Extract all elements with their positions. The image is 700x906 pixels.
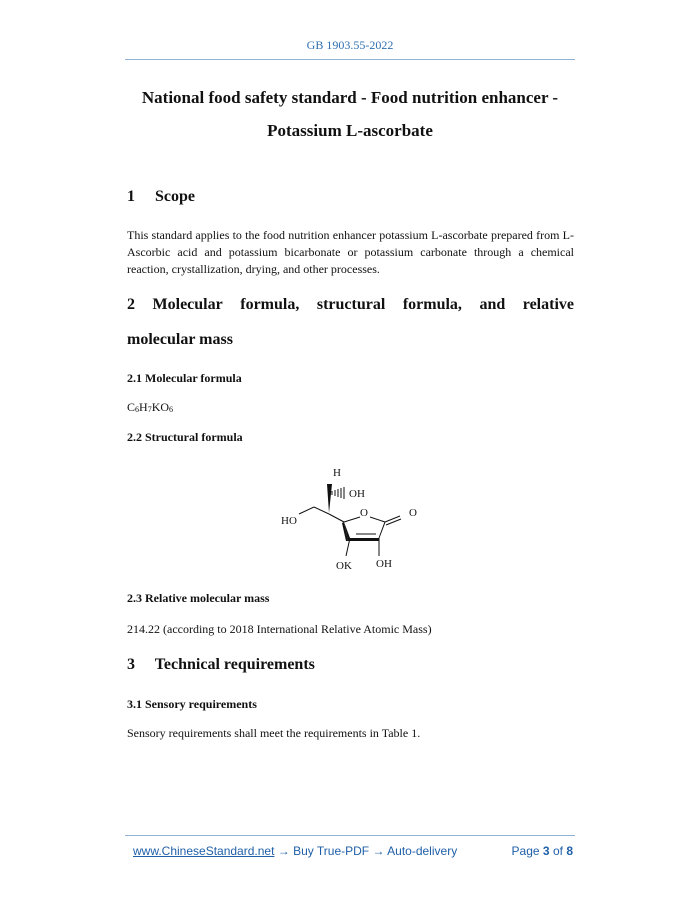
page-current: 3	[542, 844, 550, 858]
bond-ring-c4-o	[344, 517, 360, 522]
section-2-title-word: structural	[316, 296, 386, 313]
formula-oxygen-count: 6	[169, 405, 174, 414]
page-total: 8	[566, 844, 573, 858]
page-label: Page	[511, 844, 540, 858]
formula-carbon: C	[127, 400, 136, 414]
atom-label-ring-oxygen: O	[360, 507, 368, 519]
bond-ring-o-c1	[370, 517, 385, 522]
header-divider	[125, 59, 575, 60]
ring-bold-bottom-edge	[344, 522, 379, 541]
atom-label-h: H	[333, 467, 341, 479]
section-1-number: 1	[127, 188, 135, 205]
auto-delivery-label: Auto-delivery	[387, 844, 458, 858]
sensory-requirements-paragraph: Sensory requirements shall meet the requirements in Table 1.	[127, 726, 421, 740]
atom-label-ho: HO	[281, 515, 297, 527]
wedge-bond-h	[327, 484, 332, 513]
site-link[interactable]: www.ChineseStandard.net	[133, 844, 275, 858]
arrow-icon: →	[277, 844, 290, 858]
subsection-3-1-heading: 3.1 Sensory requirements	[127, 697, 257, 711]
bond-ring-c1-c2	[379, 522, 385, 538]
section-2-heading	[127, 296, 574, 314]
bond-carbonyl-2	[386, 519, 401, 525]
footer-bar	[133, 844, 573, 858]
hash-bond-oh	[332, 487, 344, 499]
section-2-title-word: formula,	[240, 296, 300, 313]
atom-label-oh-bottom: OH	[376, 558, 392, 570]
atom-label-oh-top: OH	[349, 488, 365, 500]
footer-divider	[125, 835, 575, 836]
formula-potassium-oxygen: KO	[151, 400, 170, 414]
bond-carbonyl-1	[385, 516, 400, 522]
section-1-heading	[127, 188, 195, 206]
formula-hydrogen: H	[139, 400, 148, 414]
section-3-number: 3	[127, 656, 135, 673]
section-2-title-word: relative	[522, 296, 574, 313]
section-1-title: Scope	[155, 188, 195, 205]
document-title-line-2: Potassium L-ascorbate	[267, 121, 433, 140]
subsection-2-2-heading: 2.2 Structural formula	[127, 430, 243, 444]
subsection-2-3-heading: 2.3 Relative molecular mass	[127, 591, 270, 605]
document-title-line-1: National food safety standard - Food nutrition enhancer -	[141, 88, 559, 107]
page-of-label: of	[552, 844, 563, 858]
molecular-mass-value: 214.22 (according to 2018 International Relative Atomic Mass)	[127, 622, 432, 636]
atom-label-carbonyl-oxygen: O	[409, 507, 417, 519]
formula-hydrogen-count: 7	[147, 405, 152, 414]
formula-carbon-count: 6	[135, 405, 140, 414]
section-3-title: Technical requirements	[154, 656, 315, 673]
section-2-title-word: formula,	[402, 296, 462, 313]
page-indicator	[512, 844, 573, 858]
section-3-heading	[127, 656, 315, 674]
section-2-title-word: and	[479, 296, 506, 313]
atom-label-ok: OK	[336, 560, 352, 572]
molecular-formula	[127, 400, 173, 415]
scope-paragraph: This standard applies to the food nutrition enhancer potassium L-ascorbate prepared from L-Ascorbic acid and potassium bicarbonate or potassium carbonate through a chemical reaction, crystallization, drying, and other processes.	[127, 228, 574, 276]
header-standard-code: GB 1903.55-2022	[306, 38, 394, 52]
structural-formula-diagram	[272, 462, 432, 574]
bond-ho-chain-upper	[314, 507, 329, 514]
section-2-title-continued: molecular mass	[127, 331, 233, 348]
bond-ho-chain-lower	[299, 507, 314, 514]
section-2-title-word: Molecular	[152, 296, 223, 313]
bond-chain-to-ring	[329, 514, 344, 522]
arrow-icon: →	[372, 844, 385, 858]
section-2-number: 2	[127, 296, 135, 313]
buy-true-pdf-link[interactable]: Buy True-PDF	[293, 844, 370, 858]
subsection-2-1-heading: 2.1 Molecular formula	[127, 371, 242, 385]
